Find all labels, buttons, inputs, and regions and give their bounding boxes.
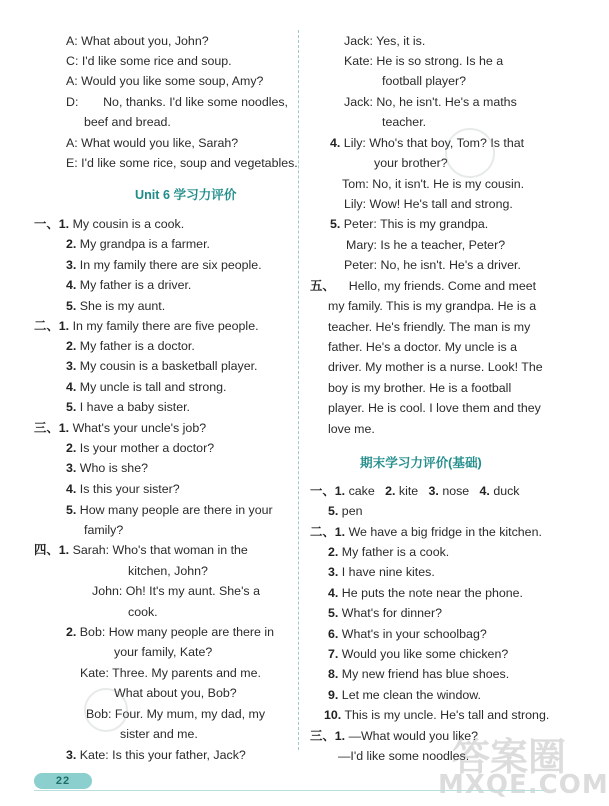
list-item: 8. My new friend has blue shoes. <box>328 667 510 681</box>
dialogue-line: Bob: Four. My mum, my dad, my <box>86 707 266 721</box>
passage-line: boy is my brother. He is a football <box>328 381 512 395</box>
passage-line: 五、 Hello, my friends. Come and meet <box>310 279 537 293</box>
dialogue-line: Jack: No, he isn't. He's a maths <box>344 95 517 109</box>
dialogue-line: 3. Kate: Is this your father, Jack? <box>66 748 246 762</box>
passage-line: love me. <box>328 422 375 436</box>
list-item: 二、1. We have a big fridge in the kitchen. <box>310 525 542 539</box>
dialogue-line: John: Oh! It's my aunt. She's a <box>92 584 260 598</box>
dialogue-line: A: What would you like, Sarah? <box>66 136 239 150</box>
dialogue-line: Kate: Three. My parents and me. <box>80 666 261 680</box>
list-item: 5. I have a baby sister. <box>66 400 190 414</box>
dialogue-line: 三、1. —What would you like? <box>310 729 479 743</box>
list-item: 二、1. In my family there are five people. <box>34 319 259 333</box>
dialogue-line: Lily: Wow! He's tall and strong. <box>344 197 513 211</box>
list-item: 6. What's in your schoolbag? <box>328 627 487 641</box>
dialogue-line: football player? <box>382 74 467 88</box>
list-item: 5. How many people are there in your <box>66 503 273 517</box>
list-item: 3. My cousin is a basketball player. <box>66 359 258 373</box>
page-number: 22 <box>55 775 71 787</box>
dialogue-line: 5. Peter: This is my grandpa. <box>330 217 489 231</box>
watermark-seal <box>84 688 128 732</box>
list-item: 3. Who is she? <box>66 461 148 475</box>
dialogue-line: Jack: Yes, it is. <box>344 34 426 48</box>
list-item: 4. He puts the note near the phone. <box>328 586 523 600</box>
column-divider <box>298 30 299 750</box>
list-item: 2. My father is a doctor. <box>66 339 195 353</box>
footer-rule <box>34 790 544 791</box>
dialogue-line: What about you, Bob? <box>114 686 237 700</box>
list-item: 5. She is my aunt. <box>66 299 166 313</box>
watermark-domain: MXQE.COM <box>438 770 609 800</box>
watermark-seal <box>445 128 495 178</box>
list-item: 10. This is my uncle. He's tall and strong. <box>324 708 550 722</box>
dialogue-line: your brother? <box>374 156 448 170</box>
dialogue-line: kitchen, John? <box>128 564 208 578</box>
dialogue-line: sister and me. <box>120 727 198 741</box>
list-item: 4. My uncle is tall and strong. <box>66 380 227 394</box>
list-item: 7. Would you like some chicken? <box>328 647 509 661</box>
word-list: 5. pen <box>328 504 363 518</box>
list-item: 2. My father is a cook. <box>328 545 450 559</box>
list-item: 4. Is this your sister? <box>66 482 180 496</box>
passage-line: driver. My mother is a nurse. Look! The <box>328 360 543 374</box>
dialogue-line: Peter: No, he isn't. He's a driver. <box>344 258 521 272</box>
dialogue-line: E: I'd like some rice, soup and vegetables. <box>66 156 298 170</box>
list-item: 2. My grandpa is a farmer. <box>66 237 210 251</box>
passage-line: father. He's a doctor. My uncle is a <box>328 340 518 354</box>
list-item: 2. Is your mother a doctor? <box>66 441 215 455</box>
dialogue-line: 2. Bob: How many people are there in <box>66 625 275 639</box>
final-heading: 期末学习力评价(基础) <box>360 456 482 470</box>
dialogue-line: 四、1. Sarah: Who's that woman in the <box>34 543 248 557</box>
dialogue-line: Mary: Is he a teacher, Peter? <box>346 238 506 252</box>
dialogue-line: —I'd like some noodles. <box>338 749 470 763</box>
list-item: 5. What's for dinner? <box>328 606 442 620</box>
dialogue-line: teacher. <box>382 115 427 129</box>
dialogue-line: cook. <box>128 605 158 619</box>
list-item: family? <box>84 523 124 537</box>
dialogue-line: beef and bread. <box>84 115 171 129</box>
dialogue-line: 4. Lily: Who's that boy, Tom? Is that <box>330 136 525 150</box>
dialogue-line: A: Would you like some soup, Amy? <box>66 74 264 88</box>
list-item: 3. In my family there are six people. <box>66 258 262 272</box>
watermark-logo: 答案圈 <box>452 735 567 779</box>
dialogue-line: Kate: He is so strong. Is he a <box>344 54 504 68</box>
list-item: 4. My father is a driver. <box>66 278 192 292</box>
dialogue-line: C: I'd like some rice and soup. <box>66 54 232 68</box>
dialogue-line: Tom: No, it isn't. He is my cousin. <box>342 177 525 191</box>
dialogue-line: D: No, thanks. I'd like some noodles, <box>66 95 288 109</box>
passage-line: my family. This is my grandpa. He is a <box>328 299 537 313</box>
list-item: 3. I have nine kites. <box>328 565 435 579</box>
dialogue-line: A: What about you, John? <box>66 34 209 48</box>
list-item: 9. Let me clean the window. <box>328 688 481 702</box>
passage-line: player. He is cool. I love them and they <box>328 401 541 415</box>
passage-line: teacher. He's friendly. The man is my <box>328 320 531 334</box>
list-item: 一、1. My cousin is a cook. <box>34 217 185 231</box>
page-number-badge <box>34 773 92 789</box>
list-item: 三、1. What's your uncle's job? <box>34 421 207 435</box>
word-list: 一、1. cake 2. kite 3. nose 4. duck <box>310 484 520 498</box>
unit6-heading: Unit 6 学习力评价 <box>135 188 237 202</box>
dialogue-line: your family, Kate? <box>114 645 213 659</box>
